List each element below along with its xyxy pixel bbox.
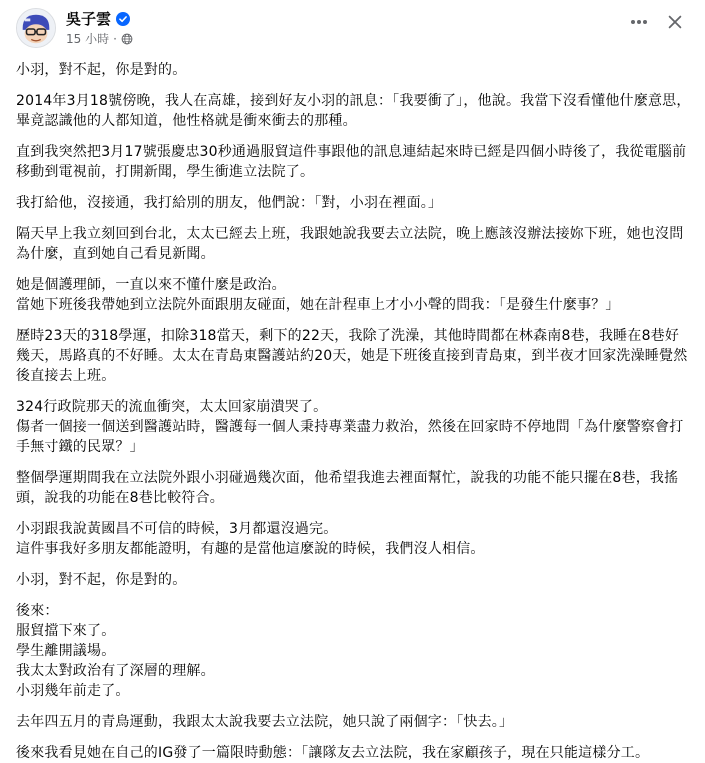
post-timestamp[interactable]: 15 小時 xyxy=(66,32,110,46)
post-text-line: 傷者一個接一個送到醫護站時，醫護每一個人秉持專業盡力救治，然後在回家時不停地問「為什麼警察會打手無寸鐵的民眾？」 xyxy=(16,419,684,455)
author-name[interactable]: 吳子雲 xyxy=(66,10,112,28)
post-text-line: 小羽，對不起，你是對的。 xyxy=(16,62,187,78)
more-options-button[interactable] xyxy=(625,8,653,36)
post-text-line: 後來： xyxy=(16,603,59,619)
post-text-line: 當她下班後我帶她到立法院外面跟朋友碰面，她在計程車上才小小聲的問我：「是發生什麼事？」 xyxy=(16,297,620,313)
post-header xyxy=(16,0,693,60)
post-text-line: 這件事我好多朋友都能證明，有趣的是當他這麼說的時候，我們沒人相信。 xyxy=(16,541,485,557)
post-paragraph xyxy=(16,570,693,590)
post-paragraph xyxy=(16,91,693,131)
post-text-line: 隔天早上我立刻回到台北，太太已經去上班，我跟她說我要去立法院，晚上應該沒辦法接妳下班，她也沒問為什麼，直到她自己看見新聞。 xyxy=(16,226,684,262)
post-text-line: 歷時23天的318學運，扣除318當天，剩下的22天，我除了洗澡，其他時間都在林森南8巷，我睡在8巷好幾天，馬路真的不好睡。太太在青島東醫護站約20天，她是下班後直接到青島東，到半夜才回家洗澡睡覺然後直接去上班。 xyxy=(16,328,688,384)
post-paragraph xyxy=(16,142,693,182)
close-button[interactable] xyxy=(661,8,689,36)
meta-separator: · xyxy=(113,31,117,46)
post-paragraph xyxy=(16,601,693,701)
post-text-line: 直到我突然把3月17號張慶忠30秒通過服貿這件事跟他的訊息連結起來時已經是四個小時後了，我從電腦前移動到電視前，打開新聞，學生衝進立法院了。 xyxy=(16,144,687,180)
more-horizontal-icon xyxy=(629,12,649,32)
avatar[interactable] xyxy=(16,8,56,48)
post-paragraph xyxy=(16,468,693,508)
post-text-line: 小羽，對不起，你是對的。 xyxy=(16,572,187,588)
post-meta xyxy=(66,30,133,47)
post-paragraph xyxy=(16,397,693,457)
post-paragraph xyxy=(16,193,693,213)
post-text-line: 去年四五月的青鳥運動，我跟太太說我要去立法院，她只說了兩個字：「快去。」 xyxy=(16,714,514,730)
post-text-line: 整個學運期間我在立法院外跟小羽碰過幾次面，他希望我進去裡面幫忙，說我的功能不能只擺在8巷，我搖頭，說我的功能在8巷比較符合。 xyxy=(16,470,679,506)
author-line xyxy=(66,8,130,29)
post-text-line: 服貿擋下來了。 xyxy=(16,623,116,639)
post-paragraph xyxy=(16,224,693,264)
post-paragraph xyxy=(16,743,693,763)
post-text-line: 小羽跟我說黃國昌不可信的時候，3月都還沒過完。 xyxy=(16,521,338,537)
globe-icon[interactable] xyxy=(121,33,133,45)
close-icon xyxy=(666,13,684,31)
post-text-line: 我太太對政治有了深層的理解。 xyxy=(16,663,215,679)
post-body xyxy=(16,60,693,763)
post-text-line: 後來我看見她在自己的IG發了一篇限時動態：「讓隊友去立法院，我在家顧孩子，現在只能這樣分工。 xyxy=(16,745,650,761)
post-text-line: 324行政院那天的流血衝突，太太回家崩潰哭了。 xyxy=(16,399,328,415)
post-paragraph xyxy=(16,60,693,80)
post-text-line: 2014年3月18號傍晚，我人在高雄，接到好友小羽的訊息：「我要衝了」，他說。我當下沒看懂他什麼意思，畢竟認識他的人都知道，他性格就是衝來衝去的那種。 xyxy=(16,93,691,129)
avatar-illustration xyxy=(17,9,55,47)
post-text-line: 她是個護理師，一直以來不懂什麼是政治。 xyxy=(16,277,286,293)
post-paragraph xyxy=(16,326,693,386)
post-paragraph xyxy=(16,712,693,732)
post-text-line: 小羽幾年前走了。 xyxy=(16,683,130,699)
post-paragraph xyxy=(16,519,693,559)
verified-badge-icon xyxy=(116,12,130,26)
post-text-line: 我打給他，沒接通，我打給別的朋友，他們說：「對，小羽在裡面。」 xyxy=(16,195,443,211)
post-paragraph xyxy=(16,275,693,315)
post-text-line: 學生離開議場。 xyxy=(16,643,116,659)
